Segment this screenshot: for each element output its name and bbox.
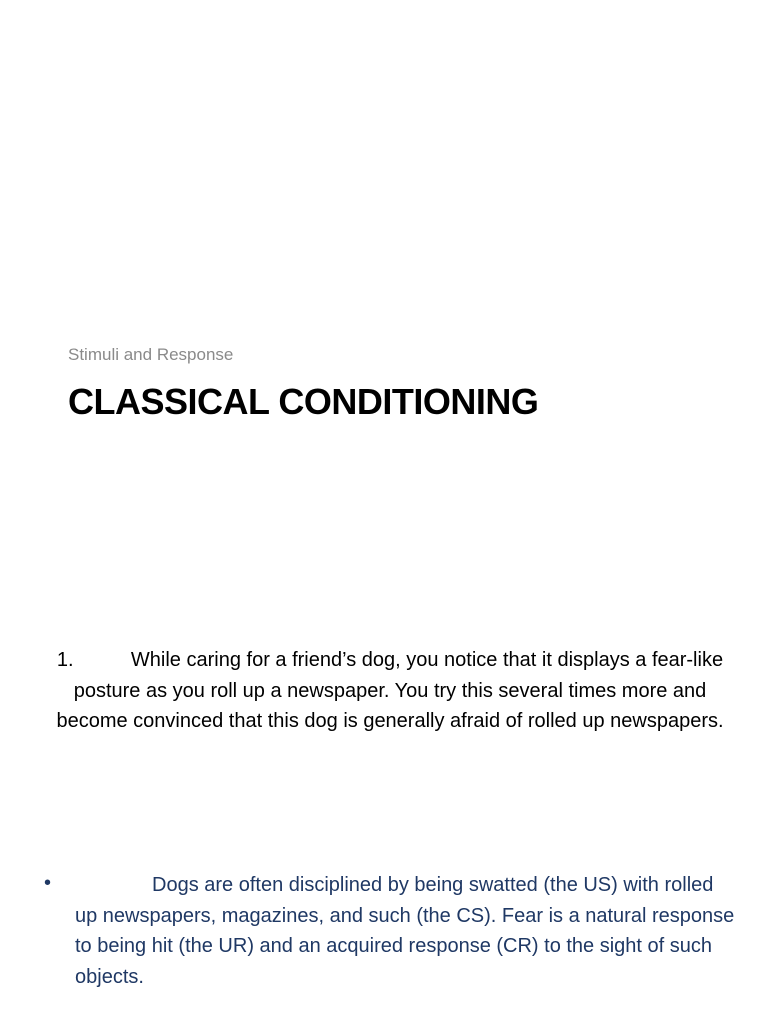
answer-text: Dogs are often disciplined by being swatted (the US) with rolled up newspapers, magazines, and such (the CS). Fear is a natural response to being hit (the UR) and an acquired response (CR) to the sight of such objects. (75, 874, 735, 988)
slide-title: CLASSICAL CONDITIONING (68, 381, 539, 422)
question-item (50, 645, 730, 737)
question-text: While caring for a friend’s dog, you notice that it displays a fear-like posture as you roll up a newspaper. You try this several times more and become convinced that this dog is generally afraid of rolled up newspapers. (56, 649, 724, 732)
answer-bullet-icon: • (44, 872, 52, 894)
slide-subtitle: Stimuli and Response (68, 345, 234, 364)
question-number: 1. (56, 649, 74, 671)
